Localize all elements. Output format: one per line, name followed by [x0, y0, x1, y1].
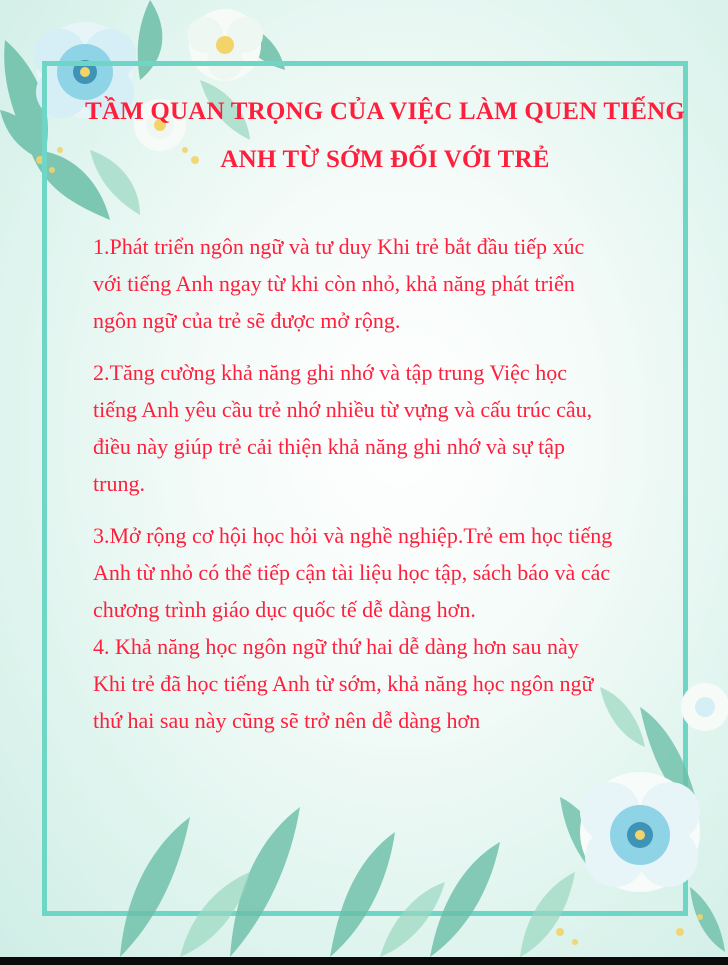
text-line: Anh từ nhỏ có thể tiếp cận tài liệu học tập, sách báo và các [93, 560, 611, 585]
text-line: 2.Tăng cường khả năng ghi nhớ và tập trung Việc học [93, 360, 567, 385]
paragraph-2 [93, 354, 693, 502]
text-line: 1.Phát triển ngôn ngữ và tư duy Khi trẻ bắt đầu tiếp xúc [93, 234, 585, 259]
text-line: chương trình giáo dục quốc tế dễ dàng hơn. [93, 597, 476, 622]
flower-icon [580, 772, 700, 892]
paragraph-3 [93, 517, 693, 628]
paragraph-4 [93, 628, 693, 739]
text-line: 4. Khả năng học ngôn ngữ thứ hai dễ dàng hơn sau này [93, 634, 579, 659]
text-line: ngôn ngữ của trẻ sẽ được mở rộng. [93, 308, 401, 333]
text-line: tiếng Anh yêu cầu trẻ nhớ nhiều từ vựng và cấu trúc câu, [93, 397, 593, 422]
bottom-bar [0, 957, 728, 965]
title-line: ANH TỪ SỚM ĐỐI VỚI TRẺ [220, 146, 550, 173]
text-line: 3.Mở rộng cơ hội học hỏi và nghề nghiệp.Trẻ em học tiếng [93, 523, 613, 548]
text-line: Khi trẻ đã học tiếng Anh từ sớm, khả năng học ngôn ngữ [93, 671, 594, 696]
text-line: trung. [93, 471, 145, 496]
poster-body [93, 228, 693, 754]
text-line: với tiếng Anh ngay từ khi còn nhỏ, khả năng phát triển [93, 271, 575, 296]
text-line: điều này giúp trẻ cải thiện khả năng ghi nhớ và sự tập [93, 434, 565, 459]
paragraph-1 [93, 228, 693, 339]
text-line: thứ hai sau này cũng sẽ trở nên dễ dàng hơn [93, 708, 481, 733]
title-line: TẦM QUAN TRỌNG CỦA VIỆC LÀM QUEN TIẾNG [84, 98, 686, 125]
poster-title [70, 88, 700, 184]
